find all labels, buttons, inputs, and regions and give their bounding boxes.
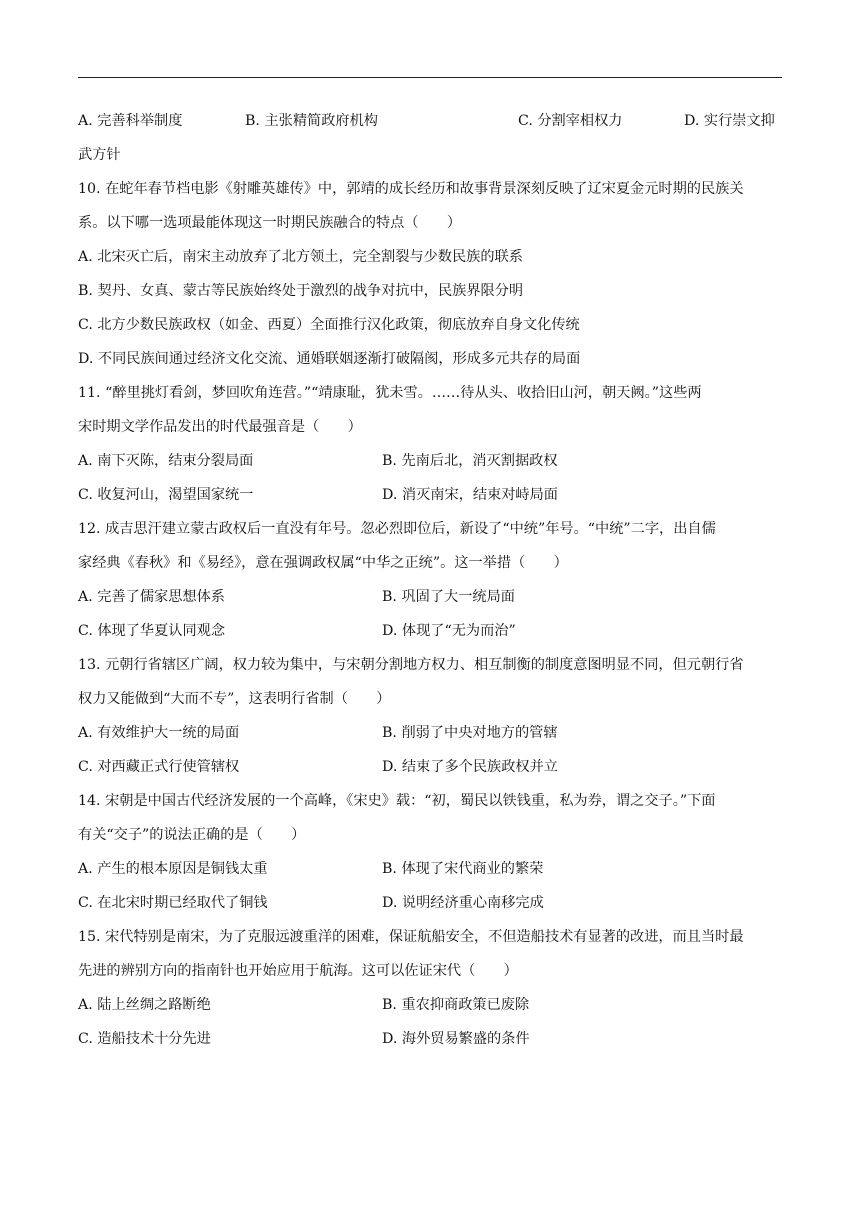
- question-stem: 宋时期文学作品发出的时代最强音是（ ）: [78, 419, 362, 435]
- option-d[interactable]: D. 海外贸易繁盛的条件: [382, 1031, 530, 1047]
- options-row: [78, 852, 782, 886]
- option-c[interactable]: C. 体现了华夏认同观念: [78, 623, 226, 639]
- options-row: [78, 478, 782, 512]
- question-stem: 11. “醉里挑灯看剑，梦回吹角连营。”“靖康耻，犹未雪。……待从头、收拾旧山河，朝天阙。”这些两: [78, 385, 702, 401]
- option-a[interactable]: A. 北宋灭亡后，南宋主动放弃了北方领土，完全割裂与少数民族的联系: [78, 249, 523, 265]
- question-13: [78, 648, 782, 784]
- option-a[interactable]: A. 完善了儒家思想体系: [78, 589, 225, 605]
- question-10: [78, 172, 782, 376]
- question-stem: 13. 元朝行省辖区广阔，权力较为集中，与宋朝分割地方权力、相互制衡的制度意图明显不同，但元朝行省: [78, 657, 744, 673]
- question-15: [78, 920, 782, 1056]
- question-stem: 15. 宋代特别是南宋，为了克服远渡重洋的困难，保证航船安全，不但造船技术有显著的改进，而且当时最: [78, 929, 744, 945]
- question-stem: 先进的辨别方向的指南针也开始应用于航海。这可以佐证宋代（ ）: [78, 963, 518, 979]
- option-a[interactable]: A. 南下灭陈，结束分裂局面: [78, 453, 254, 469]
- option-c[interactable]: C. 在北宋时期已经取代了铜钱: [78, 895, 268, 911]
- option-b[interactable]: B. 先南后北，消灭割据政权: [382, 453, 558, 469]
- options-row: [78, 580, 782, 614]
- q9-option-d[interactable]: D. 实行崇文抑: [684, 113, 775, 129]
- options-row: [78, 988, 782, 1022]
- option-d[interactable]: D. 体现了“无为而治”: [382, 623, 516, 639]
- question-stem: 权力又能做到“大而不专”，这表明行省制（ ）: [78, 691, 391, 707]
- q9-option-a[interactable]: A. 完善科举制度: [78, 113, 183, 129]
- question-list: [78, 104, 782, 1056]
- options-row: [78, 750, 782, 784]
- option-a[interactable]: A. 产生的根本原因是铜钱太重: [78, 861, 268, 877]
- question-11: [78, 376, 782, 512]
- option-b[interactable]: B. 重农抑商政策已废除: [382, 997, 530, 1013]
- option-d[interactable]: D. 消灭南宋，结束对峙局面: [382, 487, 558, 503]
- question-14: [78, 784, 782, 920]
- q9-option-c[interactable]: C. 分割宰相权力: [518, 113, 623, 129]
- option-c[interactable]: C. 造船技术十分先进: [78, 1031, 211, 1047]
- option-c[interactable]: C. 收复河山，渴望国家统一: [78, 487, 254, 503]
- options-row: [78, 444, 782, 478]
- options-row: [78, 716, 782, 750]
- option-c[interactable]: C. 对西藏正式行使管辖权: [78, 759, 240, 775]
- question-stem: 系。以下哪一选项最能体现这一时期民族融合的特点（ ）: [78, 215, 462, 231]
- option-d[interactable]: D. 不同民族间通过经济文化交流、通婚联姻逐渐打破隔阂，形成多元共存的局面: [78, 351, 581, 367]
- option-a[interactable]: A. 有效维护大一统的局面: [78, 725, 240, 741]
- options-row: [78, 1022, 782, 1056]
- question-stem: 12. 成吉思汗建立蒙古政权后一直没有年号。忽必烈即位后，新设了“中统”年号。“中统”二字，出自儒: [78, 521, 716, 537]
- options-row: [78, 886, 782, 920]
- options-row: [78, 614, 782, 648]
- q9-option-d-continuation: 武方针: [78, 147, 121, 163]
- option-b[interactable]: B. 契丹、女真、蒙古等民族始终处于激烈的战争对抗中，民族界限分明: [78, 283, 524, 299]
- option-d[interactable]: D. 结束了多个民族政权并立: [382, 759, 558, 775]
- question-12: [78, 512, 782, 648]
- q9-options: [78, 104, 782, 138]
- option-d[interactable]: D. 说明经济重心南移完成: [382, 895, 544, 911]
- option-a[interactable]: A. 陆上丝绸之路断绝: [78, 997, 211, 1013]
- option-b[interactable]: B. 巩固了大一统局面: [382, 589, 515, 605]
- question-stem: 14. 宋朝是中国古代经济发展的一个高峰，《宋史》载：“初，蜀民以铁钱重，私为券，谓之交子。”下面: [78, 793, 716, 809]
- option-b[interactable]: B. 体现了宋代商业的繁荣: [382, 861, 544, 877]
- q9-option-b[interactable]: B. 主张精简政府机构: [245, 113, 378, 129]
- question-stem: 10. 在蛇年春节档电影《射雕英雄传》中，郭靖的成长经历和故事背景深刻反映了辽宋夏金元时期的民族关: [78, 181, 744, 197]
- option-b[interactable]: B. 削弱了中央对地方的管辖: [382, 725, 558, 741]
- header-rule: [78, 77, 782, 78]
- option-c[interactable]: C. 北方少数民族政权（如金、西夏）全面推行汉化政策，彻底放弃自身文化传统: [78, 317, 580, 333]
- question-stem: 家经典《春秋》和《易经》，意在强调政权属“中华之正统”。这一举措（ ）: [78, 555, 568, 571]
- question-stem: 有关“交子”的说法正确的是（ ）: [78, 827, 306, 843]
